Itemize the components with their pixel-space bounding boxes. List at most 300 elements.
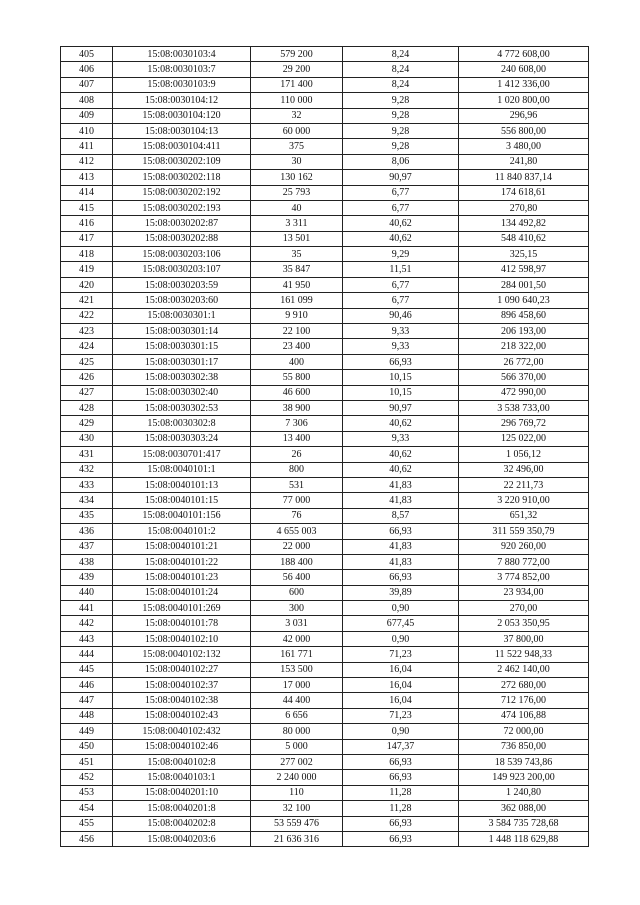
table-row (61, 339, 589, 354)
table-row (61, 154, 589, 169)
specific-value-cell: 8,24 (343, 62, 459, 77)
cadastral-number-cell: 15:08:0030104:13 (113, 123, 251, 138)
cadastral-number-cell: 15:08:0030203:107 (113, 262, 251, 277)
cadastral-number-cell: 15:08:0040101:2 (113, 524, 251, 539)
table-row (61, 247, 589, 262)
specific-value-cell: 9,29 (343, 247, 459, 262)
row-number-cell: 409 (61, 108, 113, 123)
cadastral-value-cell: 1 448 118 629,88 (459, 831, 589, 846)
specific-value-cell: 0,90 (343, 601, 459, 616)
area-cell: 110 000 (251, 93, 343, 108)
specific-value-cell: 9,33 (343, 324, 459, 339)
specific-value-cell: 9,28 (343, 93, 459, 108)
cadastral-number-cell: 15:08:0030303:24 (113, 431, 251, 446)
cadastral-number-cell: 15:08:0030302:8 (113, 416, 251, 431)
row-number-cell: 438 (61, 554, 113, 569)
table-row (61, 431, 589, 446)
row-number-cell: 428 (61, 400, 113, 415)
specific-value-cell: 90,97 (343, 170, 459, 185)
area-cell: 60 000 (251, 123, 343, 138)
specific-value-cell: 40,62 (343, 231, 459, 246)
cadastral-number-cell: 15:08:0040101:21 (113, 539, 251, 554)
cadastral-value-cell: 896 458,60 (459, 308, 589, 323)
specific-value-cell: 6,77 (343, 185, 459, 200)
cadastral-value-cell: 566 370,00 (459, 370, 589, 385)
area-cell: 375 (251, 139, 343, 154)
table-row (61, 293, 589, 308)
table-row (61, 62, 589, 77)
cadastral-value-cell: 1 090 640,23 (459, 293, 589, 308)
specific-value-cell: 41,83 (343, 477, 459, 492)
area-cell: 110 (251, 785, 343, 800)
row-number-cell: 443 (61, 631, 113, 646)
table-row (61, 739, 589, 754)
cadastral-value-cell: 3 584 735 728,68 (459, 816, 589, 831)
row-number-cell: 441 (61, 601, 113, 616)
table-row (61, 200, 589, 215)
specific-value-cell: 66,93 (343, 831, 459, 846)
specific-value-cell: 41,83 (343, 554, 459, 569)
row-number-cell: 455 (61, 816, 113, 831)
area-cell: 26 (251, 447, 343, 462)
area-cell: 35 847 (251, 262, 343, 277)
cadastral-number-cell: 15:08:0040102:43 (113, 708, 251, 723)
row-number-cell: 427 (61, 385, 113, 400)
row-number-cell: 442 (61, 616, 113, 631)
specific-value-cell: 66,93 (343, 754, 459, 769)
specific-value-cell: 9,33 (343, 339, 459, 354)
row-number-cell: 453 (61, 785, 113, 800)
table-row (61, 308, 589, 323)
area-cell: 38 900 (251, 400, 343, 415)
table-row (61, 708, 589, 723)
table-row (61, 93, 589, 108)
table-row (61, 816, 589, 831)
table-row (61, 770, 589, 785)
cadastral-number-cell: 15:08:0040102:46 (113, 739, 251, 754)
area-cell: 25 793 (251, 185, 343, 200)
specific-value-cell: 90,97 (343, 400, 459, 415)
table-row (61, 631, 589, 646)
row-number-cell: 420 (61, 277, 113, 292)
specific-value-cell: 40,62 (343, 447, 459, 462)
cadastral-value-cell: 18 539 743,86 (459, 754, 589, 769)
cadastral-number-cell: 15:08:0030104:12 (113, 93, 251, 108)
area-cell: 153 500 (251, 662, 343, 677)
area-cell: 13 400 (251, 431, 343, 446)
area-cell: 9 910 (251, 308, 343, 323)
row-number-cell: 408 (61, 93, 113, 108)
row-number-cell: 452 (61, 770, 113, 785)
cadastral-number-cell: 15:08:0030202:88 (113, 231, 251, 246)
area-cell: 30 (251, 154, 343, 169)
cadastral-value-cell: 2 462 140,00 (459, 662, 589, 677)
cadastral-number-cell: 15:08:0040101:78 (113, 616, 251, 631)
cadastral-value-cell: 296 769,72 (459, 416, 589, 431)
table-body (61, 47, 589, 847)
row-number-cell: 456 (61, 831, 113, 846)
cadastral-number-cell: 15:08:0030301:15 (113, 339, 251, 354)
area-cell: 130 162 (251, 170, 343, 185)
specific-value-cell: 90,46 (343, 308, 459, 323)
area-cell: 53 559 476 (251, 816, 343, 831)
cadastral-number-cell: 15:08:0030302:38 (113, 370, 251, 385)
table-row (61, 216, 589, 231)
cadastral-value-cell: 22 211,73 (459, 477, 589, 492)
cadastral-value-cell: 272 680,00 (459, 678, 589, 693)
cadastral-value-cell: 72 000,00 (459, 724, 589, 739)
area-cell: 80 000 (251, 724, 343, 739)
specific-value-cell: 66,93 (343, 524, 459, 539)
specific-value-cell: 8,24 (343, 77, 459, 92)
cadastral-value-cell: 3 774 852,00 (459, 570, 589, 585)
table-row (61, 385, 589, 400)
cadastral-number-cell: 15:08:0030202:87 (113, 216, 251, 231)
area-cell: 17 000 (251, 678, 343, 693)
table-row (61, 831, 589, 846)
row-number-cell: 414 (61, 185, 113, 200)
cadastral-number-cell: 15:08:0030301:14 (113, 324, 251, 339)
area-cell: 32 100 (251, 801, 343, 816)
cadastral-number-cell: 15:08:0040102:27 (113, 662, 251, 677)
row-number-cell: 426 (61, 370, 113, 385)
cadastral-value-cell: 206 193,00 (459, 324, 589, 339)
cadastral-value-cell: 362 088,00 (459, 801, 589, 816)
area-cell: 13 501 (251, 231, 343, 246)
area-cell: 55 800 (251, 370, 343, 385)
cadastral-number-cell: 15:08:0040103:1 (113, 770, 251, 785)
cadastral-number-cell: 15:08:0030103:9 (113, 77, 251, 92)
cadastral-number-cell: 15:08:0030104:120 (113, 108, 251, 123)
table-row (61, 693, 589, 708)
area-cell: 35 (251, 247, 343, 262)
row-number-cell: 431 (61, 447, 113, 462)
specific-value-cell: 6,77 (343, 200, 459, 215)
row-number-cell: 412 (61, 154, 113, 169)
row-number-cell: 448 (61, 708, 113, 723)
specific-value-cell: 16,04 (343, 693, 459, 708)
specific-value-cell: 66,93 (343, 354, 459, 369)
cadastral-number-cell: 15:08:0030103:4 (113, 47, 251, 62)
area-cell: 77 000 (251, 493, 343, 508)
table-row (61, 185, 589, 200)
cadastral-value-cell: 26 772,00 (459, 354, 589, 369)
area-cell: 4 655 003 (251, 524, 343, 539)
row-number-cell: 433 (61, 477, 113, 492)
area-cell: 161 771 (251, 647, 343, 662)
specific-value-cell: 147,37 (343, 739, 459, 754)
row-number-cell: 435 (61, 508, 113, 523)
area-cell: 32 (251, 108, 343, 123)
table-row (61, 324, 589, 339)
cadastral-value-cell: 284 001,50 (459, 277, 589, 292)
table-row (61, 493, 589, 508)
specific-value-cell: 71,23 (343, 647, 459, 662)
table-row (61, 801, 589, 816)
cadastral-value-cell: 474 106,88 (459, 708, 589, 723)
cadastral-value-cell: 240 608,00 (459, 62, 589, 77)
cadastral-number-cell: 15:08:0030203:106 (113, 247, 251, 262)
row-number-cell: 407 (61, 77, 113, 92)
table-row (61, 554, 589, 569)
cadastral-number-cell: 15:08:0030202:118 (113, 170, 251, 185)
cadastral-value-cell: 1 412 336,00 (459, 77, 589, 92)
table-row (61, 416, 589, 431)
area-cell: 29 200 (251, 62, 343, 77)
cadastral-number-cell: 15:08:0040101:1 (113, 462, 251, 477)
cadastral-number-cell: 15:08:0030302:53 (113, 400, 251, 415)
row-number-cell: 430 (61, 431, 113, 446)
row-number-cell: 417 (61, 231, 113, 246)
table-row (61, 616, 589, 631)
cadastral-value-cell: 472 990,00 (459, 385, 589, 400)
row-number-cell: 450 (61, 739, 113, 754)
area-cell: 400 (251, 354, 343, 369)
table-row (61, 477, 589, 492)
area-cell: 22 100 (251, 324, 343, 339)
specific-value-cell: 8,57 (343, 508, 459, 523)
row-number-cell: 432 (61, 462, 113, 477)
specific-value-cell: 677,45 (343, 616, 459, 631)
table-row (61, 524, 589, 539)
cadastral-value-cell: 1 020 800,00 (459, 93, 589, 108)
cadastral-value-cell: 3 220 910,00 (459, 493, 589, 508)
specific-value-cell: 11,51 (343, 262, 459, 277)
specific-value-cell: 41,83 (343, 539, 459, 554)
table-row (61, 400, 589, 415)
cadastral-value-cell: 1 240,80 (459, 785, 589, 800)
cadastral-number-cell: 15:08:0040202:8 (113, 816, 251, 831)
cadastral-value-cell: 311 559 350,79 (459, 524, 589, 539)
specific-value-cell: 6,77 (343, 277, 459, 292)
specific-value-cell: 41,83 (343, 493, 459, 508)
table-row (61, 262, 589, 277)
cadastral-value-cell: 37 800,00 (459, 631, 589, 646)
table-row (61, 585, 589, 600)
table-row (61, 508, 589, 523)
specific-value-cell: 66,93 (343, 770, 459, 785)
row-number-cell: 440 (61, 585, 113, 600)
table-row (61, 785, 589, 800)
cadastral-number-cell: 15:08:0040101:156 (113, 508, 251, 523)
area-cell: 41 950 (251, 277, 343, 292)
area-cell: 800 (251, 462, 343, 477)
cadastral-number-cell: 15:08:0030301:17 (113, 354, 251, 369)
row-number-cell: 434 (61, 493, 113, 508)
cadastral-number-cell: 15:08:0040101:23 (113, 570, 251, 585)
specific-value-cell: 8,24 (343, 47, 459, 62)
specific-value-cell: 9,33 (343, 431, 459, 446)
cadastral-value-cell: 548 410,62 (459, 231, 589, 246)
cadastral-number-cell: 15:08:0040102:38 (113, 693, 251, 708)
row-number-cell: 429 (61, 416, 113, 431)
area-cell: 277 002 (251, 754, 343, 769)
table-row (61, 139, 589, 154)
cadastral-value-cell: 241,80 (459, 154, 589, 169)
table-row (61, 231, 589, 246)
area-cell: 161 099 (251, 293, 343, 308)
row-number-cell: 419 (61, 262, 113, 277)
cadastral-number-cell: 15:08:0040101:22 (113, 554, 251, 569)
cadastral-value-cell: 325,15 (459, 247, 589, 262)
specific-value-cell: 16,04 (343, 678, 459, 693)
table-row (61, 77, 589, 92)
area-cell: 600 (251, 585, 343, 600)
cadastral-value-cell: 270,80 (459, 200, 589, 215)
row-number-cell: 439 (61, 570, 113, 585)
cadastral-number-cell: 15:08:0040102:8 (113, 754, 251, 769)
cadastral-number-cell: 15:08:0030202:109 (113, 154, 251, 169)
specific-value-cell: 40,62 (343, 462, 459, 477)
row-number-cell: 436 (61, 524, 113, 539)
area-cell: 7 306 (251, 416, 343, 431)
specific-value-cell: 11,28 (343, 785, 459, 800)
cadastral-number-cell: 15:08:0030701:417 (113, 447, 251, 462)
area-cell: 531 (251, 477, 343, 492)
cadastral-number-cell: 15:08:0040201:10 (113, 785, 251, 800)
area-cell: 42 000 (251, 631, 343, 646)
specific-value-cell: 10,15 (343, 370, 459, 385)
cadastral-value-cell: 1 056,12 (459, 447, 589, 462)
cadastral-value-cell: 412 598,97 (459, 262, 589, 277)
specific-value-cell: 0,90 (343, 631, 459, 646)
area-cell: 56 400 (251, 570, 343, 585)
specific-value-cell: 40,62 (343, 416, 459, 431)
cadastral-value-cell: 174 618,61 (459, 185, 589, 200)
area-cell: 40 (251, 200, 343, 215)
area-cell: 171 400 (251, 77, 343, 92)
table-row (61, 354, 589, 369)
table-row (61, 539, 589, 554)
cadastral-value-cell: 218 322,00 (459, 339, 589, 354)
area-cell: 3 031 (251, 616, 343, 631)
area-cell: 300 (251, 601, 343, 616)
table-row (61, 462, 589, 477)
cadastral-value-cell: 3 480,00 (459, 139, 589, 154)
area-cell: 46 600 (251, 385, 343, 400)
table-row (61, 123, 589, 138)
row-number-cell: 424 (61, 339, 113, 354)
specific-value-cell: 9,28 (343, 123, 459, 138)
table-row (61, 170, 589, 185)
table-row (61, 647, 589, 662)
table-row (61, 662, 589, 677)
cadastral-number-cell: 15:08:0040102:10 (113, 631, 251, 646)
row-number-cell: 418 (61, 247, 113, 262)
specific-value-cell: 6,77 (343, 293, 459, 308)
specific-value-cell: 8,06 (343, 154, 459, 169)
specific-value-cell: 40,62 (343, 216, 459, 231)
area-cell: 22 000 (251, 539, 343, 554)
cadastral-number-cell: 15:08:0040102:37 (113, 678, 251, 693)
specific-value-cell: 66,93 (343, 570, 459, 585)
area-cell: 5 000 (251, 739, 343, 754)
specific-value-cell: 16,04 (343, 662, 459, 677)
cadastral-number-cell: 15:08:0040101:13 (113, 477, 251, 492)
area-cell: 21 636 316 (251, 831, 343, 846)
row-number-cell: 449 (61, 724, 113, 739)
cadastral-value-cell: 3 538 733,00 (459, 400, 589, 415)
area-cell: 6 656 (251, 708, 343, 723)
cadastral-number-cell: 15:08:0040101:24 (113, 585, 251, 600)
table-row (61, 277, 589, 292)
cadastral-number-cell: 15:08:0040101:269 (113, 601, 251, 616)
cadastral-value-cell: 712 176,00 (459, 693, 589, 708)
cadastral-number-cell: 15:08:0040201:8 (113, 801, 251, 816)
cadastral-value-cell: 32 496,00 (459, 462, 589, 477)
specific-value-cell: 11,28 (343, 801, 459, 816)
table-row (61, 447, 589, 462)
table-row (61, 370, 589, 385)
cadastral-number-cell: 15:08:0040102:132 (113, 647, 251, 662)
cadastral-number-cell: 15:08:0030202:192 (113, 185, 251, 200)
area-cell: 3 311 (251, 216, 343, 231)
row-number-cell: 421 (61, 293, 113, 308)
row-number-cell: 423 (61, 324, 113, 339)
table-row (61, 570, 589, 585)
cadastral-number-cell: 15:08:0030203:60 (113, 293, 251, 308)
specific-value-cell: 39,89 (343, 585, 459, 600)
row-number-cell: 425 (61, 354, 113, 369)
cadastral-value-cell: 296,96 (459, 108, 589, 123)
row-number-cell: 411 (61, 139, 113, 154)
cadastral-number-cell: 15:08:0030301:1 (113, 308, 251, 323)
row-number-cell: 415 (61, 200, 113, 215)
row-number-cell: 405 (61, 47, 113, 62)
row-number-cell: 410 (61, 123, 113, 138)
row-number-cell: 406 (61, 62, 113, 77)
cadastral-value-cell: 736 850,00 (459, 739, 589, 754)
specific-value-cell: 10,15 (343, 385, 459, 400)
row-number-cell: 446 (61, 678, 113, 693)
cadastral-value-cell: 556 800,00 (459, 123, 589, 138)
area-cell: 23 400 (251, 339, 343, 354)
cadastral-value-cell: 11 522 948,33 (459, 647, 589, 662)
table-row (61, 108, 589, 123)
cadastral-value-cell: 149 923 200,00 (459, 770, 589, 785)
cadastral-number-cell: 15:08:0030103:7 (113, 62, 251, 77)
table-row (61, 678, 589, 693)
row-number-cell: 445 (61, 662, 113, 677)
table-row (61, 724, 589, 739)
row-number-cell: 454 (61, 801, 113, 816)
cadastral-number-cell: 15:08:0040101:15 (113, 493, 251, 508)
cadastral-value-cell: 125 022,00 (459, 431, 589, 446)
table-row (61, 601, 589, 616)
row-number-cell: 437 (61, 539, 113, 554)
cadastral-value-table (60, 46, 589, 847)
area-cell: 188 400 (251, 554, 343, 569)
specific-value-cell: 9,28 (343, 139, 459, 154)
area-cell: 76 (251, 508, 343, 523)
cadastral-value-cell: 920 260,00 (459, 539, 589, 554)
table-row (61, 47, 589, 62)
row-number-cell: 413 (61, 170, 113, 185)
cadastral-number-cell: 15:08:0030203:59 (113, 277, 251, 292)
specific-value-cell: 0,90 (343, 724, 459, 739)
area-cell: 2 240 000 (251, 770, 343, 785)
area-cell: 44 400 (251, 693, 343, 708)
cadastral-value-cell: 7 880 772,00 (459, 554, 589, 569)
cadastral-number-cell: 15:08:0030104:411 (113, 139, 251, 154)
specific-value-cell: 66,93 (343, 816, 459, 831)
cadastral-value-cell: 23 934,00 (459, 585, 589, 600)
specific-value-cell: 71,23 (343, 708, 459, 723)
row-number-cell: 422 (61, 308, 113, 323)
cadastral-value-cell: 651,32 (459, 508, 589, 523)
cadastral-value-cell: 270,00 (459, 601, 589, 616)
row-number-cell: 416 (61, 216, 113, 231)
